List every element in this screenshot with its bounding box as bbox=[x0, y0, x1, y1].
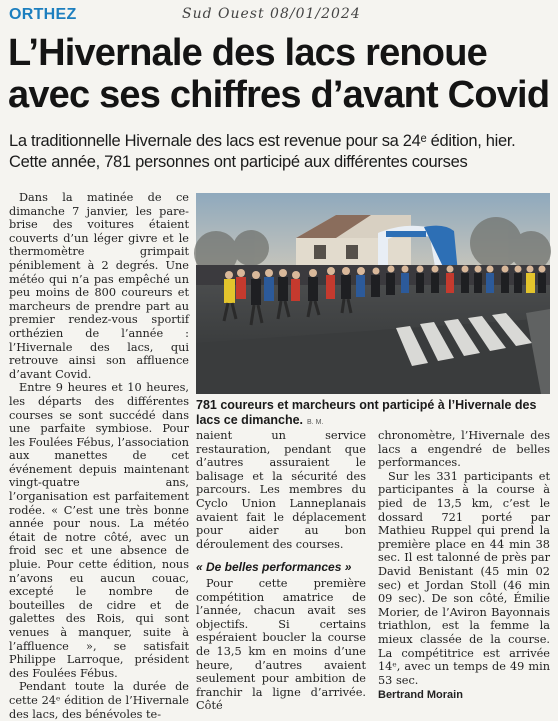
handwritten-source-date: Sud Ouest 08/01/2024 bbox=[182, 6, 361, 22]
byline: Bertrand Morain bbox=[378, 689, 463, 702]
headline bbox=[8, 32, 553, 116]
column-2 bbox=[196, 429, 366, 713]
race-start-illustration bbox=[196, 193, 550, 394]
paragraph: Dans la matinée de ce dimanche 7 janvier, les pare-brise des voitures étaient couverts d’un léger givre et le thermomètre grimpait péniblement à 2 degrés. Une météo qui n’a pas empêché un peu moins de 800 coureurs et marcheurs de prendre part au premier rendez-vous sportif orthézien de l’année : l’Hivernale des lacs, qui retrouve ainsi son affluence d’avant Covid. bbox=[9, 191, 189, 381]
headline-line-2: avec ses chiffres d’avant Covid bbox=[8, 74, 550, 116]
photo-caption bbox=[196, 398, 550, 430]
paragraph: Pour cette première compétition amatrice de l’année, chacun avait ses objectifs. Si certains espéraient boucler la course de 13,5 km en moins d’une heure, d’autres avaient seulement pour ambition de franchir la ligne d’arrivée. Côté bbox=[196, 576, 366, 713]
headline-line-1: L’Hivernale des lacs renoue bbox=[8, 32, 487, 74]
column-3 bbox=[378, 429, 550, 703]
paragraph: Sur les 331 participants et participantes à la course à pied de 13,5 km, c’est le dossard 721 porté par Mathieu Ruppel qui prend la première place en 44 min 38 sec. Il est talonné de près par David Benistant (45 min 02 sec) et Jordan Stoll (46 min 09 sec). De son côté, Émilie Morier, de l’Aviron Bayonnais triathlon, est la femme la mieux classée de la course. La compétitrice est arrivée 14ᵉ, avec un temps de 49 min 53 sec. bbox=[378, 469, 550, 687]
section-label: ORTHEZ bbox=[9, 6, 77, 23]
photo-credit: B. M. bbox=[307, 419, 324, 426]
caption-text: 781 coureurs et marcheurs ont participé à l’Hivernale des lacs ce dimanche. bbox=[196, 398, 537, 427]
subheading: « De belles performances » bbox=[196, 560, 352, 575]
paragraph: naient un service restauration, pendant que d’autres assuraient le balisage et la sécurité des parcours. Les membres du Cyclo Union Lanneplanais avaient fait le déplacement pour aider au bon déroulement des courses. bbox=[196, 429, 366, 551]
lede: La traditionnelle Hivernale des lacs est revenue pour sa 24ᵉ édition, hier. Cette année, 781 personnes ont participé aux différentes courses bbox=[9, 132, 516, 171]
race-start-photo bbox=[196, 193, 550, 394]
paragraph: Entre 9 heures et 10 heures, les départs des différentes courses se sont succédé dans une parfaite symbiose. Pour les Foulées Fébus, l’association aux manettes de cet événement depuis maintenant vingt-quatre ans, l’organisation est parfaitement rodée. « C’est une très bonne année pour nous. La météo était de notre côté, avec un froid sec et une absence de pluie. Pour cette édition, nous n’avons eu aucun couac, excepté le nombre de bouteilles de cidre et de galettes des Rois, qui sont venues à manquer, suite à l’affluence », se satisfait Philippe Larroque, président des Foulées Fébus. bbox=[9, 381, 189, 680]
paragraph: Pendant toute la durée de cette 24ᵉ édition de l’Hivernale des lacs, des bénévoles te- bbox=[9, 680, 189, 721]
paragraph: chronomètre, l’Hivernale des lacs a engendré de belles performances. bbox=[378, 429, 550, 470]
column-1 bbox=[9, 191, 189, 721]
